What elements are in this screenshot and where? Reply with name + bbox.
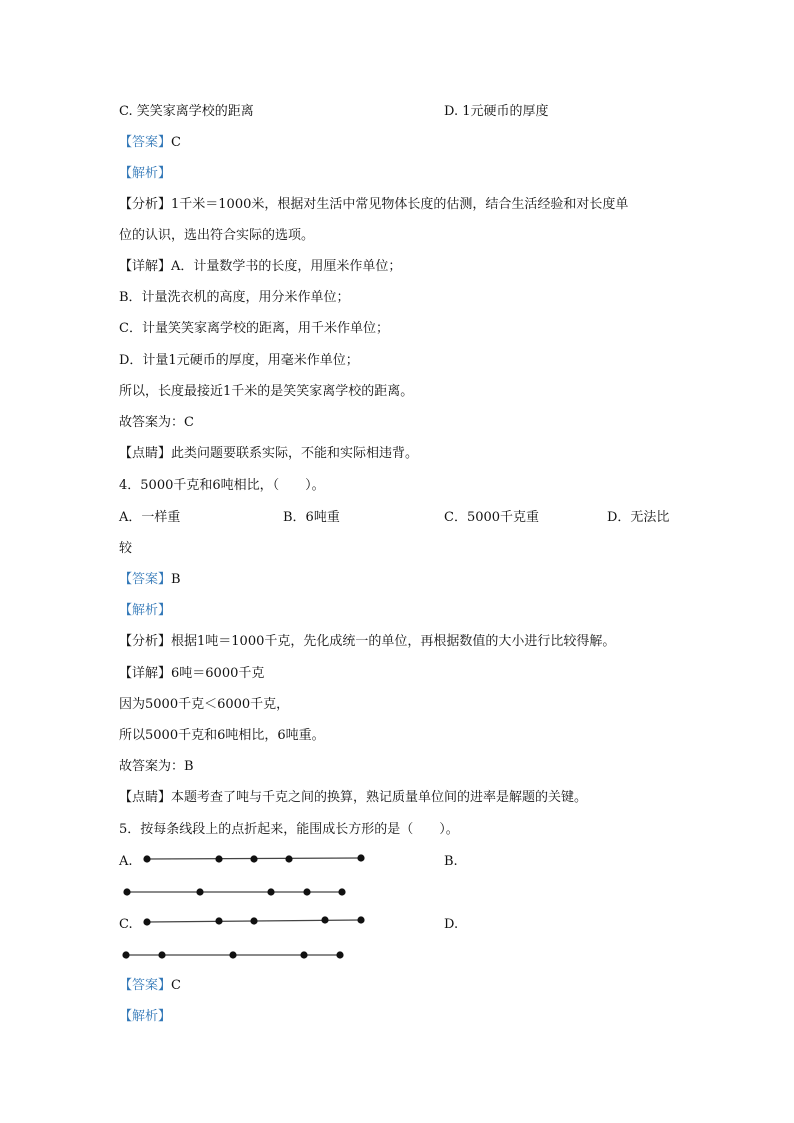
q3-option-c: C. 笑笑家离学校的距离	[119, 104, 254, 119]
analysis-tag: 【解析】	[119, 166, 172, 181]
q4-option-c: C．5000千克重	[444, 510, 540, 525]
xiangjie-tag: 【详解】	[119, 666, 172, 681]
q5-option-b-label: B.	[444, 854, 458, 869]
segment-point	[122, 951, 129, 958]
q5-option-c-segment	[143, 916, 364, 925]
dianjing-tag: 【点睛】	[119, 446, 172, 461]
segment-point	[196, 888, 203, 895]
fenxi-tag: 【分析】	[119, 634, 172, 649]
segment-point	[285, 855, 292, 862]
q5-option-a-segment	[143, 854, 364, 862]
fenxi-text: 1千米＝1000米，根据对生活中常见物体长度的估测，结合生活经验和对长度单	[171, 197, 629, 212]
q4-option-b: B．6吨重	[283, 510, 340, 525]
q3-xiangjie-d: D．计量1元硬币的厚度，用毫米作单位；	[119, 353, 359, 368]
dianjing-tag: 【点睛】	[119, 790, 172, 805]
q5-answer-line	[119, 977, 181, 995]
segment-point	[338, 888, 345, 895]
q5-option-d-label: D.	[444, 917, 459, 932]
segment-point	[321, 916, 328, 923]
segment-point	[158, 951, 165, 958]
segment-point	[300, 951, 307, 958]
q3-final-answer: 故答案为：C	[119, 415, 194, 430]
q4-xiangjie-2: 因为5000千克＜6000千克，	[119, 697, 290, 712]
q4-option-a: A．一样重	[119, 510, 181, 525]
segment-point	[215, 917, 222, 924]
segment-point	[215, 855, 222, 862]
q4-stem: 4．5000千克和6吨相比，（ ）。	[119, 478, 325, 493]
segment-point	[250, 855, 257, 862]
q3-fenxi-cont: 位的认识，选出符合实际的选项。	[119, 228, 315, 243]
dianjing-text: 本题考查了吨与千克之间的换算，熟记质量单位间的进率是解题的关键。	[171, 790, 588, 805]
segment-point	[143, 918, 150, 925]
dianjing-text: 此类问题要联系实际，不能和实际相违背。	[171, 446, 419, 461]
q3-conclusion: 所以，长度最接近1千米的是笑笑家离学校的距离。	[119, 384, 414, 399]
segment-point	[229, 951, 236, 958]
q5-option-a-label: A.	[119, 854, 133, 869]
fenxi-text: 根据1吨＝1000千克，先化成统一的单位，再根据数值的大小进行比较得解。	[171, 634, 616, 649]
q4-final-answer: 故答案为：B	[119, 759, 194, 774]
segment-point	[303, 888, 310, 895]
fenxi-tag: 【分析】	[119, 197, 172, 212]
analysis-tag: 【解析】	[119, 1009, 172, 1024]
segment-point	[357, 854, 364, 861]
segment-point	[357, 916, 364, 923]
answer-tag: 【答案】	[119, 572, 172, 587]
q5-stem: 5．按每条线段上的点折起来，能围成长方形的是（ ）。	[119, 822, 459, 837]
xiangjie-tag: 【详解】	[119, 259, 172, 274]
q4-xiangjie-3: 所以5000千克和6吨相比，6吨重。	[119, 728, 325, 743]
q3-xiangjie-b: B．计量洗衣机的高度，用分米作单位；	[119, 290, 350, 305]
q5-option-d-segment	[122, 951, 343, 958]
segment-point	[267, 888, 274, 895]
segment-point	[336, 951, 343, 958]
answer-value: B	[171, 572, 181, 587]
segment-point	[123, 888, 130, 895]
xiangjie-text: A．计量数学书的长度，用厘米作单位；	[171, 259, 402, 274]
answer-value: C	[171, 135, 181, 150]
segment-point	[250, 917, 257, 924]
analysis-tag: 【解析】	[119, 603, 172, 618]
xiangjie-text: 6吨＝6000千克	[171, 666, 265, 681]
q3-option-d: D. 1元硬币的厚度	[444, 104, 549, 119]
answer-value: C	[171, 978, 181, 993]
answer-tag: 【答案】	[119, 978, 172, 993]
q5-option-c-label: C.	[119, 917, 133, 932]
q3-xiangjie-c: C．计量笑笑家离学校的距离，用千米作单位；	[119, 321, 389, 336]
answer-tag: 【答案】	[119, 135, 172, 150]
segment-point	[143, 855, 150, 862]
q5-option-b-segment	[123, 888, 345, 895]
q4-option-d-cont: 较	[119, 541, 133, 556]
q4-option-d: D．无法比	[607, 510, 670, 525]
